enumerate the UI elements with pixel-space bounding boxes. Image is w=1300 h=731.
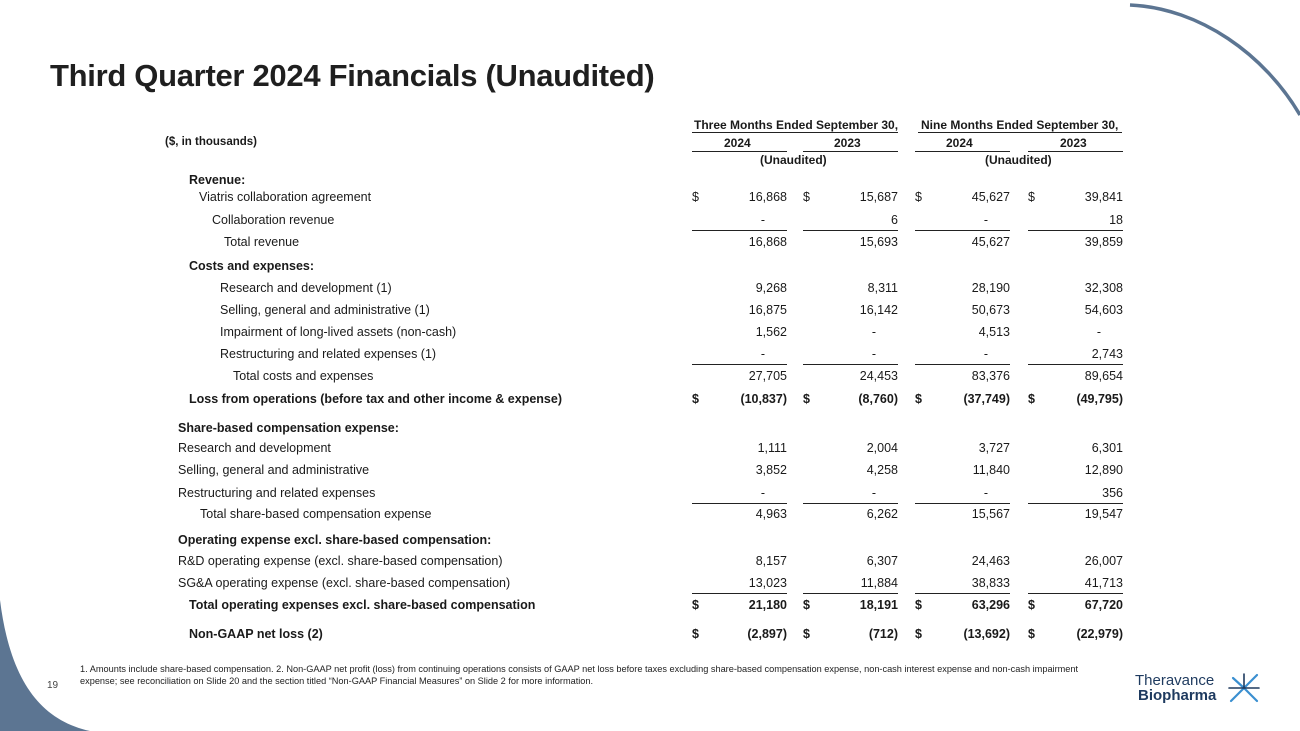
dollar-sign: $ bbox=[915, 190, 922, 204]
dollar-sign: $ bbox=[803, 190, 810, 204]
dollar-sign: $ bbox=[1028, 627, 1035, 641]
year-header-4: 2023 bbox=[1060, 136, 1087, 150]
dollar-sign: $ bbox=[915, 598, 922, 612]
cell-value: 6 bbox=[891, 213, 898, 227]
page-title: Third Quarter 2024 Financials (Unaudited) bbox=[50, 58, 655, 93]
cell-value: (712) bbox=[868, 627, 898, 641]
cell-value: 9,268 bbox=[755, 281, 787, 295]
cell-value: 21,180 bbox=[748, 598, 787, 612]
dollar-sign: $ bbox=[1028, 598, 1035, 612]
cell-value: - bbox=[983, 213, 988, 227]
cell-value: 6,301 bbox=[1091, 441, 1123, 455]
three-months-header: Three Months Ended September 30, bbox=[694, 118, 899, 132]
cell-value: (2,897) bbox=[747, 627, 787, 641]
header-rule-nine bbox=[918, 132, 1122, 133]
cell-value: 63,296 bbox=[971, 598, 1010, 612]
table-row bbox=[0, 576, 1300, 594]
cell-value: 39,841 bbox=[1084, 190, 1123, 204]
year-header-1: 2024 bbox=[724, 136, 751, 150]
cell-value: 15,567 bbox=[971, 507, 1010, 521]
section-share-based: Share-based compensation expense: bbox=[178, 421, 399, 435]
cell-value: 67,720 bbox=[1084, 598, 1123, 612]
unaudited-nine: (Unaudited) bbox=[985, 153, 1052, 167]
row-label: Non-GAAP net loss (2) bbox=[189, 627, 323, 641]
table-row bbox=[0, 392, 1300, 410]
cell-value: 26,007 bbox=[1084, 554, 1123, 568]
row-label: Total operating expenses excl. share-based compensation bbox=[189, 598, 536, 612]
cell-value: 38,833 bbox=[971, 576, 1010, 590]
table-row bbox=[0, 347, 1300, 365]
cell-value: (37,749) bbox=[963, 392, 1010, 406]
cell-value: 8,157 bbox=[755, 554, 787, 568]
page-number: 19 bbox=[47, 680, 59, 691]
year-rule-2 bbox=[803, 151, 898, 152]
cell-value: 12,890 bbox=[1084, 463, 1123, 477]
table-row bbox=[0, 627, 1300, 645]
table-row bbox=[0, 190, 1300, 208]
row-label: Impairment of long-lived assets (non-cash) bbox=[220, 325, 457, 339]
dollar-sign: $ bbox=[915, 627, 922, 641]
row-label: Total revenue bbox=[224, 235, 300, 249]
cell-value: 3,727 bbox=[978, 441, 1010, 455]
dollar-sign: $ bbox=[692, 392, 699, 406]
cell-value: 1,562 bbox=[755, 325, 787, 339]
table-row bbox=[0, 441, 1300, 459]
table-row bbox=[0, 281, 1300, 299]
row-label: Total costs and expenses bbox=[233, 369, 374, 383]
cell-value: - bbox=[983, 486, 988, 500]
cell-value: - bbox=[760, 486, 765, 500]
dollar-sign: $ bbox=[692, 598, 699, 612]
row-label: Restructuring and related expenses (1) bbox=[220, 347, 437, 361]
cell-value: 4,513 bbox=[978, 325, 1010, 339]
cell-value: 8,311 bbox=[867, 281, 898, 295]
cell-value: (10,837) bbox=[740, 392, 787, 406]
cell-value: - bbox=[1096, 325, 1101, 339]
row-label: SG&A operating expense (excl. share-based compensation) bbox=[178, 576, 511, 590]
unaudited-three: (Unaudited) bbox=[760, 153, 827, 167]
row-label: Collaboration revenue bbox=[212, 213, 335, 227]
cell-value: 15,693 bbox=[859, 235, 898, 249]
table-row bbox=[0, 303, 1300, 321]
logo-line-2: Biopharma bbox=[1138, 687, 1217, 704]
dollar-sign: $ bbox=[803, 392, 810, 406]
theravance-logo bbox=[1135, 672, 1265, 708]
dollar-sign: $ bbox=[692, 627, 699, 641]
header-rule-three bbox=[692, 132, 898, 133]
star-logo-icon bbox=[1227, 672, 1261, 704]
cell-value: 24,453 bbox=[859, 369, 898, 383]
logo-line-1: Theravance bbox=[1135, 672, 1215, 689]
row-label: Restructuring and related expenses bbox=[178, 486, 376, 500]
cell-value: 16,142 bbox=[859, 303, 898, 317]
cell-value: 18 bbox=[1109, 213, 1123, 227]
cell-value: 16,875 bbox=[748, 303, 787, 317]
row-label: Research and development bbox=[178, 441, 331, 455]
row-label: Selling, general and administrative bbox=[178, 463, 370, 477]
table-row bbox=[0, 486, 1300, 504]
dollar-sign: $ bbox=[1028, 392, 1035, 406]
cell-value: 15,687 bbox=[859, 190, 898, 204]
cell-value: 3,852 bbox=[755, 463, 787, 477]
cell-value: 2,743 bbox=[1091, 347, 1123, 361]
cell-value: 6,307 bbox=[866, 554, 898, 568]
cell-value: 45,627 bbox=[971, 235, 1010, 249]
table-row bbox=[0, 598, 1300, 616]
cell-value: - bbox=[871, 486, 876, 500]
cell-value: 16,868 bbox=[748, 190, 787, 204]
section-costs: Costs and expenses: bbox=[189, 259, 315, 273]
section-revenue: Revenue: bbox=[189, 173, 246, 187]
cell-value: - bbox=[983, 347, 988, 361]
cell-value: 32,308 bbox=[1084, 281, 1123, 295]
cell-value: 41,713 bbox=[1084, 576, 1123, 590]
cell-value: 54,603 bbox=[1084, 303, 1123, 317]
cell-value: 24,463 bbox=[971, 554, 1010, 568]
cell-value: 45,627 bbox=[971, 190, 1010, 204]
cell-value: 28,190 bbox=[971, 281, 1010, 295]
footnote: 1. Amounts include share-based compensation. 2. Non-GAAP net profit (loss) from continuing operations consists of GAAP net loss before taxes excluding share-based compensation expense, non-cash interest expense and non-cash impairment expense; see reconciliation on Slide 20 and the section titled “Non-GAAP Financial Measures” on Slide 2 for more information. bbox=[80, 664, 1079, 686]
cell-value: 4,963 bbox=[755, 507, 787, 521]
cell-value: - bbox=[760, 347, 765, 361]
cell-value: (13,692) bbox=[963, 627, 1010, 641]
cell-value: - bbox=[871, 325, 876, 339]
cell-value: 356 bbox=[1102, 486, 1123, 500]
year-header-2: 2023 bbox=[834, 136, 861, 150]
row-label: Loss from operations (before tax and other income & expense) bbox=[189, 392, 562, 406]
dollar-sign: $ bbox=[692, 190, 699, 204]
table-row bbox=[0, 213, 1300, 231]
cell-value: 19,547 bbox=[1084, 507, 1123, 521]
year-header-3: 2024 bbox=[946, 136, 973, 150]
row-label: Research and development (1) bbox=[220, 281, 392, 295]
cell-value: 83,376 bbox=[971, 369, 1010, 383]
cell-value: - bbox=[871, 347, 876, 361]
cell-value: 39,859 bbox=[1084, 235, 1123, 249]
year-rule-1 bbox=[692, 151, 787, 152]
dollar-sign: $ bbox=[1028, 190, 1035, 204]
cell-value: 4,258 bbox=[866, 463, 898, 477]
cell-value: (49,795) bbox=[1076, 392, 1123, 406]
section-opex-excl: Operating expense excl. share-based compensation: bbox=[178, 533, 492, 547]
year-rule-4 bbox=[1028, 151, 1123, 152]
row-label: Selling, general and administrative (1) bbox=[220, 303, 430, 317]
table-row bbox=[0, 463, 1300, 481]
cell-value: 1,111 bbox=[757, 441, 787, 455]
cell-value: (8,760) bbox=[858, 392, 898, 406]
cell-value: (22,979) bbox=[1076, 627, 1123, 641]
cell-value: 13,023 bbox=[748, 576, 787, 590]
cell-value: 50,673 bbox=[971, 303, 1010, 317]
dollar-sign: $ bbox=[915, 392, 922, 406]
nine-months-header: Nine Months Ended September 30, bbox=[921, 118, 1119, 132]
row-label: R&D operating expense (excl. share-based compensation) bbox=[178, 554, 503, 568]
table-row bbox=[0, 507, 1300, 525]
cell-value: 11,840 bbox=[972, 463, 1010, 477]
cell-value: 11,884 bbox=[860, 576, 898, 590]
cell-value: 16,868 bbox=[748, 235, 787, 249]
cell-value: 2,004 bbox=[866, 441, 898, 455]
dollar-sign: $ bbox=[803, 598, 810, 612]
cell-value: - bbox=[760, 213, 765, 227]
row-label: Total share-based compensation expense bbox=[200, 507, 432, 521]
table-row bbox=[0, 325, 1300, 343]
year-rule-3 bbox=[915, 151, 1010, 152]
cell-value: 6,262 bbox=[866, 507, 898, 521]
row-label: Viatris collaboration agreement bbox=[199, 190, 372, 204]
cell-value: 18,191 bbox=[859, 598, 898, 612]
table-row bbox=[0, 554, 1300, 572]
cell-value: 89,654 bbox=[1084, 369, 1123, 383]
units-label: ($, in thousands) bbox=[165, 136, 257, 148]
table-row bbox=[0, 235, 1300, 253]
table-row bbox=[0, 369, 1300, 387]
dollar-sign: $ bbox=[803, 627, 810, 641]
cell-value: 27,705 bbox=[748, 369, 787, 383]
